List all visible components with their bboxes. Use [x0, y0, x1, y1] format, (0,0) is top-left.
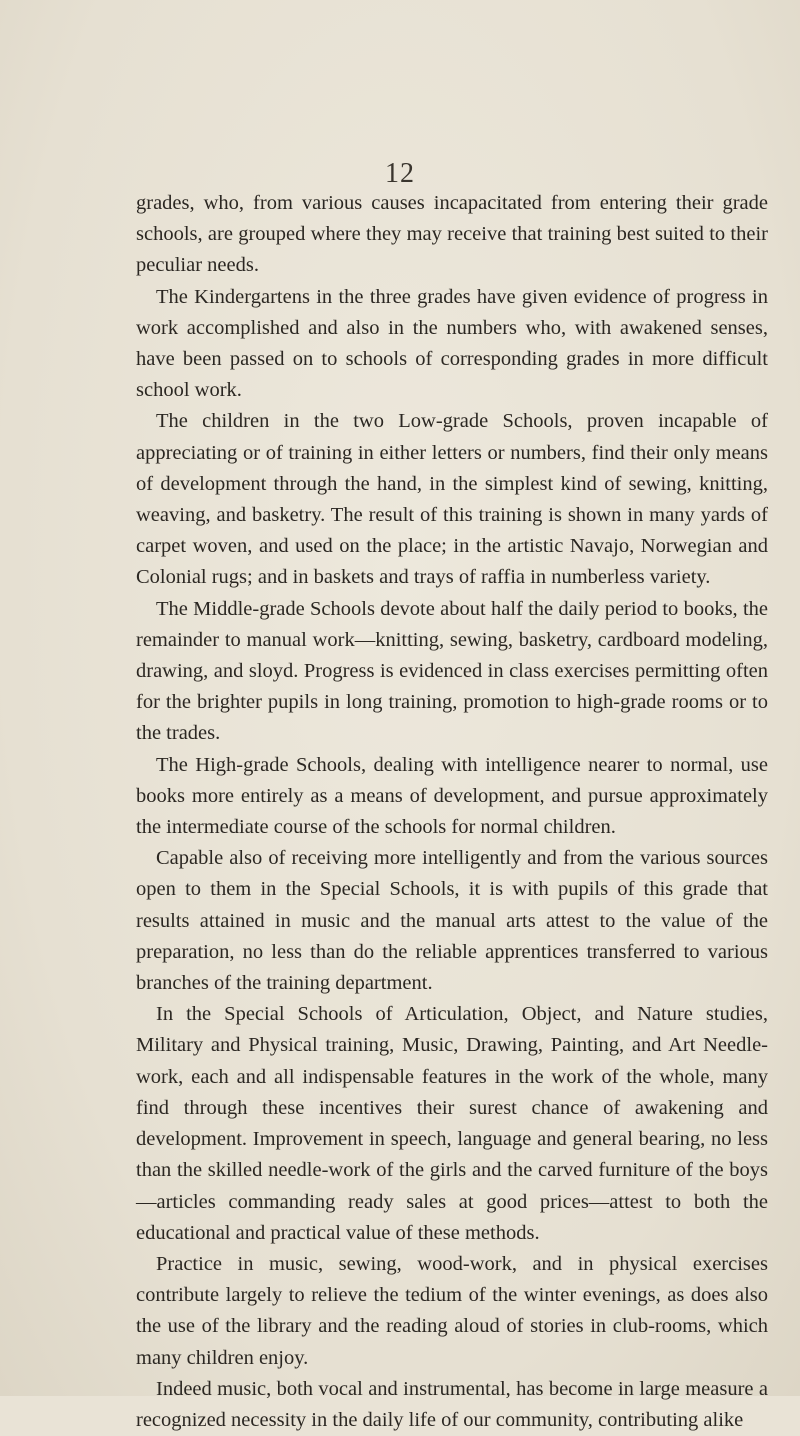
paragraph-3: The children in the two Low-grade Schools, proven incapable of appreciating or of training in either letters or numbers, find their only means of development through the hand, in the simplest kind of sewing, knitting, weaving, and basketry. The result of this training is shown in many yards of carpet woven, and used on the place; in the artistic Navajo, Norwegian and Colonial rugs; and in baskets and trays of raffia in numberless variety.: [136, 410, 768, 589]
paragraph-7: In the Special Schools of Articulation, Object, and Nature studies, Military and Physical training, Music, Drawing, Painting, and Art Needle-work, each and all indispensable features in the work of the whole, many find through these incentives their surest chance of awakening and development. Improvement in speech, language and general bearing, no less than the skilled needle-work of the girls and the carved furniture of the boys—articles commanding ready sales at good prices—attest to both the educational and practical value of these methods.: [136, 1003, 768, 1244]
body-text: [136, 188, 768, 1436]
paragraph-5: The High-grade Schools, dealing with intelligence nearer to normal, use books more entirely as a means of development, and pursue approximately the intermediate course of the schools for normal children.: [136, 753, 768, 839]
paragraph-1: grades, who, from various causes incapacitated from entering their grade schools, are grouped where they may receive that training best suited to their peculiar needs.: [136, 192, 768, 277]
paragraph-2: The Kindergartens in the three grades have given evidence of progress in work accomplished and also in the numbers who, with awakened senses, have been passed on to schools of corresponding grades in more difficult school work.: [136, 285, 768, 402]
paragraph-4: The Middle-grade Schools devote about half the daily period to books, the remainder to manual work—knitting, sewing, basketry, cardboard modeling, drawing, and sloyd. Progress is evidenced in class exercises permitting often for the brighter pupils in long training, promotion to high-grade rooms or to the trades.: [136, 597, 768, 745]
paragraph-9: Indeed music, both vocal and instrumental, has become in large measure a recognized necessity in the daily life of our community, contributing alike: [136, 1377, 768, 1431]
page-number: 12: [385, 158, 415, 189]
paragraph-8: Practice in music, sewing, wood-work, and in physical exercises contribute largely to relieve the tedium of the winter evenings, as does also the use of the library and the reading aloud of stories in club-rooms, which many children enjoy.: [136, 1252, 768, 1369]
paragraph-6: Capable also of receiving more intelligently and from the various sources open to them in the Special Schools, it is with pupils of this grade that results attained in music and the manual arts attest to the value of the preparation, no less than do the reliable apprentices transferred to various branches of the training department.: [136, 847, 768, 995]
